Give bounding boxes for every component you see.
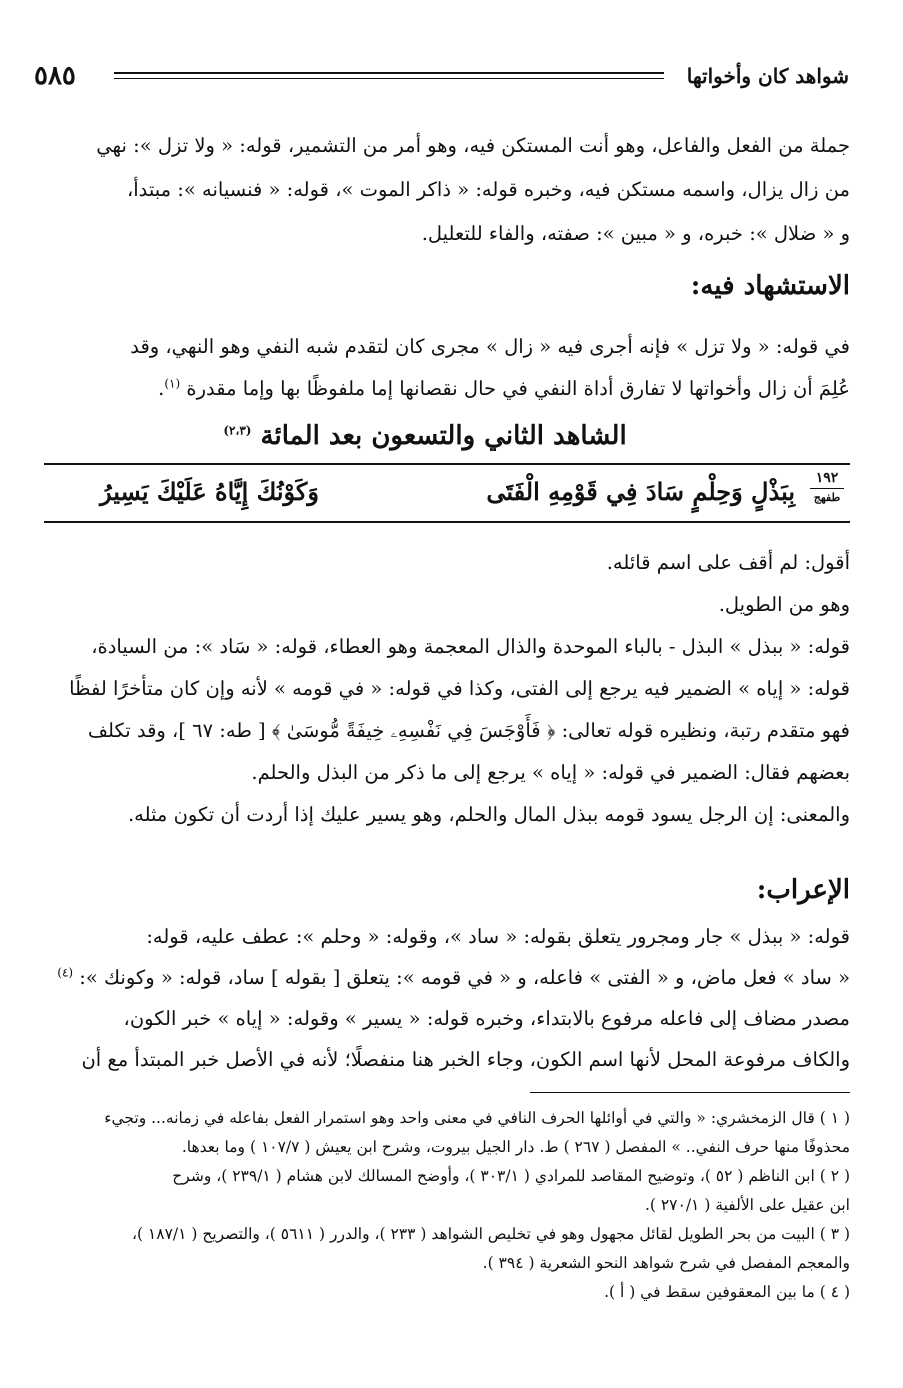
text-line: قوله: « إياه » الضمير فيه يرجع إلى الفتى، وكذا في قوله: « في قومه » لأنه وإن كان متأخرًا لفظًا <box>69 677 850 700</box>
text-segment: . <box>158 377 165 400</box>
text-line: قوله: « ببذل » البذل - بالباء الموحدة والذال المعجمة وهو العطاء، قوله: « سَاد »: من السيادة، <box>91 635 850 658</box>
footnote-line: ( ٣ ) البيت من بحر الطويل لقائل مجهول وهو في تخليص الشواهد ( ٢٣٣ )، والدرر ( ٥٦١١ )، والتصريح ( ١٨٧/١ )، <box>131 1225 850 1243</box>
paragraph-explanation <box>44 124 850 256</box>
header-rule-thin <box>114 78 664 79</box>
text-line: قوله: « ببذل » جار ومجرور يتعلق بقوله: « ساد »، وقوله: « وحلم »: عطف عليه، قوله: <box>146 925 850 948</box>
running-header <box>34 58 849 94</box>
heading-istishhad: الاستشهاد فيه: <box>690 271 850 301</box>
verse-rule-top <box>44 463 850 465</box>
text-segment: عُلِمَ أن زال وأخواتها لا تفارق أداة النفي في حال نقصانها إما ملفوظًا بها وإما مقدرة <box>186 377 850 400</box>
verse-number-divider <box>810 488 844 489</box>
paragraph-iraab <box>44 916 850 1080</box>
text-line: من زال يزال، واسمه مستكن فيه، وخبره قوله: « ذاكر الموت »، قوله: « فنسيانه »: مبتدأ، <box>126 178 850 201</box>
paragraph-commentary <box>44 542 850 836</box>
text-line: أقول: لم أقف على اسم قائله. <box>606 551 850 574</box>
text-line <box>44 957 850 998</box>
verse-hemistich-first: بِبَذْلٍ وَحِلْمٍ سَادَ فِي قَوْمِهِ الْفَتَى <box>486 477 795 506</box>
footnote-line: والمعجم المفصل في شرح شواهد النحو الشعرية ( ٣٩٤ ). <box>482 1254 850 1272</box>
text-line: والكاف مرفوعة المحل لأنها اسم الكون، وجاء الخبر هنا منفصلًا؛ لأنه في الأصل خبر المبتدأ مع أن <box>81 1048 850 1071</box>
page-number: ٥٨٥ <box>34 61 76 91</box>
footnote-ref: (٢،٣) <box>223 423 252 438</box>
text-line: جملة من الفعل والفاعل، وهو أنت المستكن فيه، وهو أمر من التشمير، قوله: « ولا تزل »: نهي <box>96 134 850 157</box>
footnote-line: ابن عقيل على الألفية ( ٢٧٠/١ ). <box>644 1196 850 1214</box>
paragraph-istishhad <box>44 326 850 410</box>
shahid-title-text: الشاهد الثاني والتسعون بعد المائة <box>260 421 627 451</box>
footnote-ref: (١) <box>164 376 181 391</box>
text-line: وهو من الطويل. <box>718 593 850 616</box>
verse-number-box <box>804 470 850 505</box>
verse-number: ١٩٢ <box>815 470 839 486</box>
heading-iraab: الإعراب: <box>756 875 850 905</box>
text-line: بعضهم فقال: الضمير في قوله: « إياه » يرجع إلى ما ذكر من البذل والحلم. <box>251 761 850 784</box>
footnote-line: ( ٢ ) ابن الناظم ( ٥٢ )، وتوضيح المقاصد للمرادي ( ٣٠٣/١ )، وأوضح المسالك لابن هشام ( ٢٣٩/١ )، وشرح <box>172 1167 850 1185</box>
footnote-line: ( ٤ ) ما بين المعقوفين سقط في ( أ ). <box>604 1283 850 1301</box>
header-rule <box>114 72 664 74</box>
text-line <box>44 368 850 410</box>
verse-meter-code: طفهج <box>813 491 841 504</box>
text-line: فهو متقدم رتبة، ونظيره قوله تعالى: ﴿ فَأَوْجَسَ فِي نَفْسِهِۦ خِيفَةً مُّوسَىٰ ﴾ [ طه: ٦٧ ]، وقد تكلف <box>87 719 850 742</box>
footnote-line: محذوفًا منها حرف النفي.. » المفصل ( ٢٦٧ ) ط. دار الجيل بيروت، وشرح ابن يعيش ( ١٠٧/٧ ) وما بعدها. <box>181 1138 850 1156</box>
footnote-ref: (٤) <box>57 965 74 980</box>
running-title: شواهد كان وأخواتها <box>686 64 849 88</box>
footnotes <box>44 1104 850 1307</box>
text-segment: « ساد » فعل ماض، و « الفتى » فاعله، و « في قومه »: يتعلق [ بقوله ] ساد، قوله: « وكونك »: <box>79 966 850 989</box>
text-line: في قوله: « ولا تزل » فإنه أجرى فيه « زال » مجرى كان لتقدم شبه النفي وهو النهي، وقد <box>130 335 850 358</box>
text-line: و « ضلال »: خبره، و « مبين »: صفته، والفاء للتعليل. <box>421 222 850 245</box>
verse-rule-bottom <box>44 521 850 523</box>
footnote-separator <box>530 1092 850 1093</box>
text-line: مصدر مضاف إلى فاعله مرفوع بالابتداء، وخبره قوله: « يسير » وقوله: « إياه » خبر الكون، <box>123 1007 850 1030</box>
footnote-line: ( ١ ) قال الزمخشري: « والتي في أوائلها الحرف النافي في معنى واحد وهو استمرار الفعل بفاعله في زمانه... وتجيء <box>104 1109 850 1127</box>
text-line: والمعنى: إن الرجل يسود قومه ببذل المال والحلم، وهو يسير عليك إذا أردت أن تكون مثله. <box>127 803 850 826</box>
shahid-title <box>200 412 650 460</box>
verse-hemistich-second: وَكَوْنُكَ إِيَّاهُ عَلَيْكَ يَسِيرُ <box>100 477 319 506</box>
